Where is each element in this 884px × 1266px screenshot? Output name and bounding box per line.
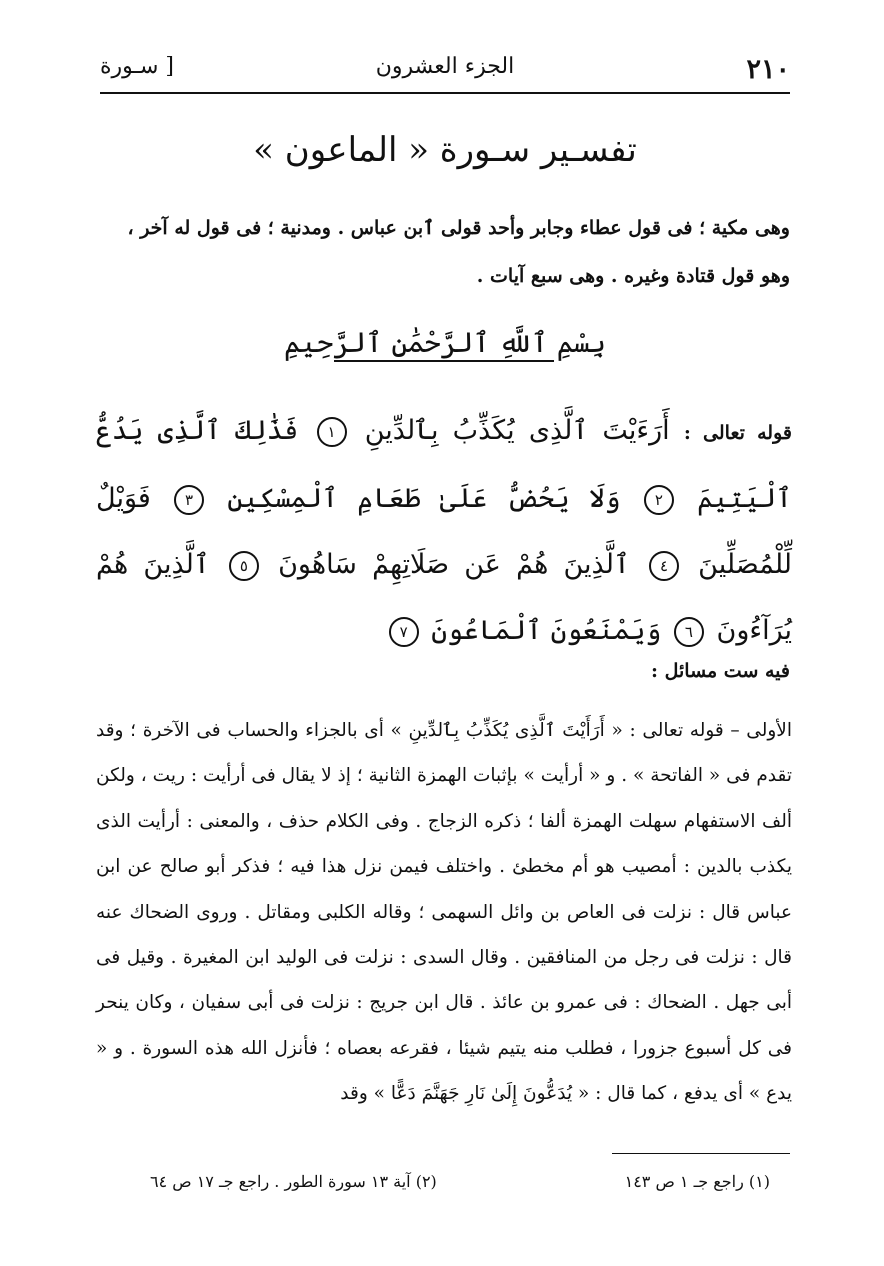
footnotes bbox=[150, 1172, 770, 1191]
part-title: الجزء العشرون bbox=[375, 54, 515, 79]
basmala: بِسْمِ ٱللَّهِ ٱلرَّحْمَٰنِ ٱلرَّحِيمِ bbox=[283, 326, 606, 359]
verse-2: فَذَٰلِكَ ٱلَّذِى يَدُعُّ ٱلْيَتِيمَ bbox=[96, 415, 792, 514]
page-header bbox=[100, 46, 790, 94]
commentary-paragraph: الأولى – قوله تعالى : « أَرَأَيْتَ ٱلَّذِى يُكَذِّبُ بِٱلدِّينِ » أى بالجزاء والحساب فى الآخرة ؛ وقد تقدم فى « الفاتحة » . و « أرأيت » بإثبات الهمزة الثانية ؛ إذ لا يقال فى أرأيت : ريت ، ولكن ألف الاستفهام سهلت الهمزة ألفا ؛ ذكره الزجاج . وفى الكلام حذف ، والمعنى : أرأيت الذى يكذب بالدين : أمصيب هو أم مخطئ . واختلف فيمن نزل هذا فيه ؛ فذكر أبو صالح عن ابن عباس قال : نزلت فى العاص بن وائل السهمى ؛ وقاله الكلبى ومقاتل . وروى الضحاك عنه قال : نزلت فى رجل من المنافقين . وقال السدى : نزلت فى الوليد ابن المغيرة . وقيل فى أبى جهل . الضحاك : فى عمرو بن عائذ . قال ابن جريج : نزلت فى أبى سفيان ، وكان ينحر فى كل أسبوع جزورا ، فطلب منه يتيم شيئا ، فقرعه بعصاه ؛ فأنزل الله هذه السورة . و « يدع » أى يدفع ، كما قال : « يُدَعُّونَ إِلَىٰ نَارِ جَهَنَّمَ دَعًّا » وقد bbox=[96, 720, 792, 1105]
verse-6: ٱلَّذِينَ هُمْ يُرَآءُونَ bbox=[96, 549, 792, 646]
verse-marker-5: ٥ bbox=[229, 551, 259, 581]
verse-marker-7: ٧ bbox=[389, 617, 419, 647]
footnote-rule bbox=[612, 1153, 790, 1154]
running-sura-label: [ سـورة bbox=[100, 54, 174, 79]
issues-heading: فيه ست مسائل : bbox=[650, 660, 790, 682]
intro-line-1: وهى مكية ؛ فى قول عطاء وجابر وأحد قولى ٱبن عباس . ومدنية ؛ فى قول له آخر ، bbox=[127, 217, 790, 239]
footnote-1: (١) راجع جـ ١ ص ١٤٣ bbox=[624, 1172, 770, 1191]
footnote-2: (٢) آية ١٣ سورة الطور . راجع جـ ١٧ ص ٦٤ bbox=[150, 1172, 437, 1191]
verse-4: فَوَيْلٌ لِّلْمُصَلِّينَ bbox=[96, 483, 792, 580]
verse-marker-6: ٦ bbox=[674, 617, 704, 647]
verse-marker-2: ٢ bbox=[644, 485, 674, 515]
verse-marker-4: ٤ bbox=[649, 551, 679, 581]
verse-7: وَيَمْنَعُونَ ٱلْمَاعُونَ bbox=[431, 615, 662, 646]
commentary-body bbox=[96, 708, 792, 1117]
verse-lead: قوله تعالى : bbox=[683, 422, 792, 444]
quran-verses bbox=[96, 398, 792, 664]
sura-intro bbox=[100, 204, 790, 300]
verse-5: ٱلَّذِينَ هُمْ عَن صَلَاتِهِمْ سَاهُونَ bbox=[278, 549, 630, 580]
verse-marker-1: ١ bbox=[317, 417, 347, 447]
verse-3: وَلَا يَحُضُّ عَلَىٰ طَعَامِ ٱلْمِسْكِينِ bbox=[227, 483, 621, 514]
verse-1: أَرَءَيْتَ ٱلَّذِى يُكَذِّبُ بِٱلدِّينِ bbox=[364, 415, 670, 446]
basmala-flourish bbox=[334, 360, 554, 362]
sura-title: تفسـير سـورة « الماعون » bbox=[253, 130, 637, 170]
header-rule bbox=[100, 92, 790, 94]
page-number: ٢١٠ bbox=[746, 54, 790, 85]
verse-marker-3: ٣ bbox=[174, 485, 204, 515]
intro-line-2: وهو قول قتادة وغيره . وهى سبع آيات . bbox=[476, 265, 790, 287]
